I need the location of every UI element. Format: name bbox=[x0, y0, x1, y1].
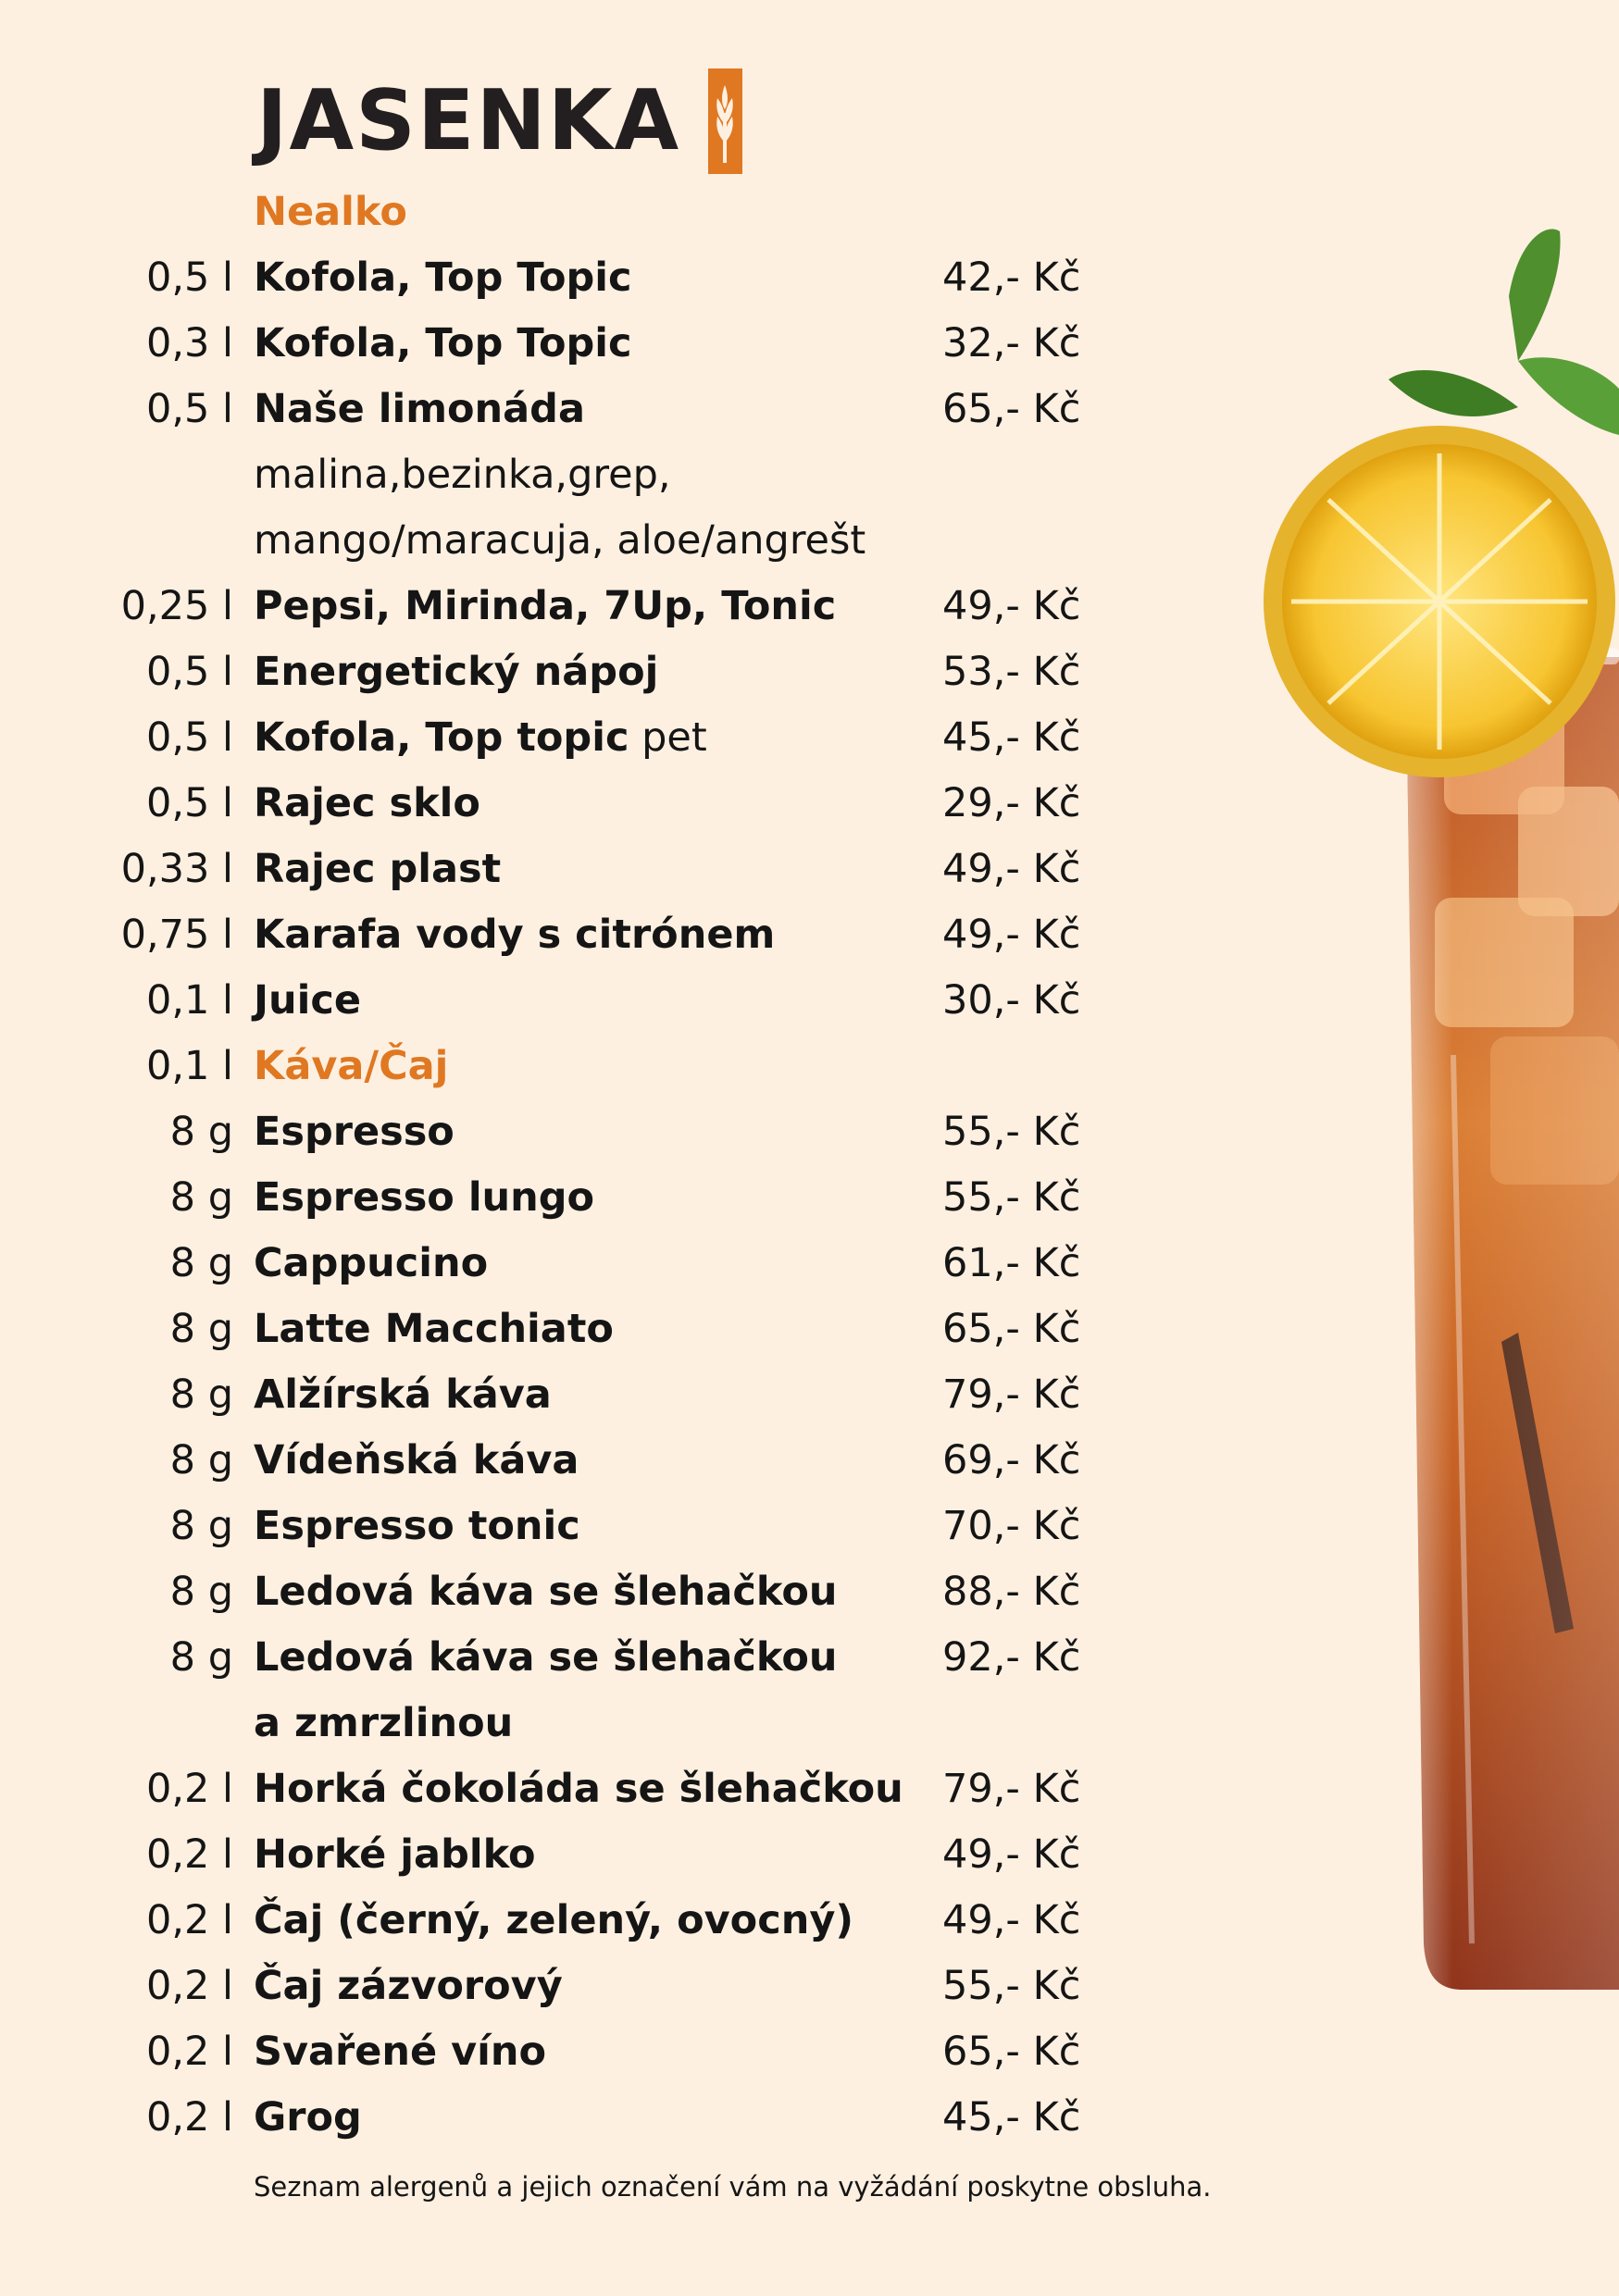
item-price: 70,- Kč bbox=[942, 1503, 1081, 1549]
item-price: 55,- Kč bbox=[942, 1174, 1081, 1221]
item-quantity: 0,5 l bbox=[146, 714, 233, 761]
item-name bbox=[254, 902, 775, 968]
item-name bbox=[254, 1559, 837, 1625]
item-quantity: 8 g bbox=[169, 1240, 233, 1286]
item-quantity: 0,2 l bbox=[146, 2029, 233, 2075]
item-price: 61,- Kč bbox=[942, 1240, 1081, 1286]
item-price: 49,- Kč bbox=[942, 1831, 1081, 1878]
item-name bbox=[254, 574, 836, 639]
item-quantity: 0,5 l bbox=[146, 649, 233, 695]
menu-section-row bbox=[0, 180, 1240, 245]
menu-item-row bbox=[0, 2085, 1240, 2151]
item-quantity: 0,5 l bbox=[146, 254, 233, 301]
item-name bbox=[254, 1099, 455, 1165]
item-quantity: 0,3 l bbox=[146, 320, 233, 366]
item-price: 53,- Kč bbox=[942, 649, 1081, 695]
item-quantity: 8 g bbox=[169, 1503, 233, 1549]
item-name-text: Rajec sklo bbox=[254, 780, 480, 826]
item-name bbox=[254, 639, 658, 705]
menu-item-row bbox=[0, 771, 1240, 837]
item-name-text: Rajec plast bbox=[254, 846, 502, 892]
item-price: 32,- Kč bbox=[942, 320, 1081, 366]
item-name-text: Latte Macchiato bbox=[254, 1306, 614, 1352]
item-name bbox=[254, 1231, 488, 1297]
menu-item-row bbox=[0, 311, 1240, 377]
menu-item-row bbox=[0, 1297, 1240, 1362]
item-quantity: 0,2 l bbox=[146, 1963, 233, 2009]
item-name-text: Ledová káva se šlehačkou bbox=[254, 1634, 838, 1681]
section-heading: Nealko bbox=[254, 189, 407, 235]
item-quantity: 8 g bbox=[169, 1569, 233, 1615]
item-name bbox=[254, 1822, 536, 1888]
menu-item-row bbox=[0, 639, 1240, 705]
menu-item-row bbox=[0, 705, 1240, 771]
item-name bbox=[254, 1362, 552, 1428]
item-name bbox=[254, 311, 632, 377]
item-name bbox=[254, 245, 632, 311]
item-name-text: Juice bbox=[254, 977, 362, 1024]
item-name-text: Ledová káva se šlehačkou bbox=[254, 1569, 838, 1615]
item-quantity: 8 g bbox=[169, 1174, 233, 1221]
item-price: 29,- Kč bbox=[942, 780, 1081, 826]
item-quantity: 0,75 l bbox=[120, 912, 233, 958]
item-name bbox=[254, 377, 585, 442]
item-name bbox=[254, 1165, 594, 1231]
item-name bbox=[254, 968, 361, 1034]
item-price: 49,- Kč bbox=[942, 583, 1081, 629]
menu-note-row bbox=[0, 1691, 1240, 1756]
wheat-logo-icon bbox=[708, 68, 742, 174]
item-price: 30,- Kč bbox=[942, 977, 1081, 1024]
item-name bbox=[254, 837, 501, 902]
item-name bbox=[254, 1888, 853, 1954]
item-quantity: 8 g bbox=[169, 1109, 233, 1155]
item-price: 79,- Kč bbox=[942, 1766, 1081, 1812]
item-name-text: Kofola, Top Topic bbox=[254, 320, 632, 366]
item-quantity: 0,25 l bbox=[120, 583, 233, 629]
item-quantity: 0,2 l bbox=[146, 1766, 233, 1812]
item-quantity: 8 g bbox=[169, 1437, 233, 1483]
item-name bbox=[254, 1494, 580, 1559]
item-name-text: Naše limonáda bbox=[254, 386, 585, 432]
menu-item-row bbox=[0, 968, 1240, 1034]
item-quantity: 0,5 l bbox=[146, 386, 233, 432]
item-price: 49,- Kč bbox=[942, 1897, 1081, 1943]
item-quantity: 0,2 l bbox=[146, 1897, 233, 1943]
item-price: 55,- Kč bbox=[942, 1963, 1081, 2009]
item-name-text: Espresso lungo bbox=[254, 1174, 595, 1221]
menu-item-row bbox=[0, 837, 1240, 902]
item-name bbox=[254, 771, 480, 837]
menu-item-row bbox=[0, 1362, 1240, 1428]
item-name bbox=[254, 2019, 546, 2085]
brand-header bbox=[256, 67, 742, 176]
item-name bbox=[254, 2085, 362, 2151]
item-quantity: 0,1 l bbox=[146, 977, 233, 1024]
item-name-text: Cappucino bbox=[254, 1240, 489, 1286]
item-name-text: Svařené víno bbox=[254, 2029, 547, 2075]
item-price: 88,- Kč bbox=[942, 1569, 1081, 1615]
item-price: 49,- Kč bbox=[942, 846, 1081, 892]
item-name-text: Pepsi, Mirinda, 7Up, Tonic bbox=[254, 583, 837, 629]
menu-item-row bbox=[0, 1625, 1240, 1691]
item-name-extra: pet bbox=[629, 714, 707, 761]
menu-section-row bbox=[0, 1034, 1240, 1099]
section-heading: Káva/Čaj bbox=[254, 1043, 449, 1089]
item-name bbox=[254, 1756, 903, 1822]
menu-item-row bbox=[0, 1231, 1240, 1297]
item-name-text: Grog bbox=[254, 2094, 362, 2141]
item-description: malina,bezinka,grep, bbox=[254, 452, 671, 498]
item-name bbox=[254, 705, 707, 771]
menu-item-row bbox=[0, 1954, 1240, 2019]
item-price: 79,- Kč bbox=[942, 1371, 1081, 1418]
item-name-text: Horké jablko bbox=[254, 1831, 536, 1878]
menu-item-row bbox=[0, 902, 1240, 968]
menu-item-row bbox=[0, 1559, 1240, 1625]
menu-item-row bbox=[0, 1494, 1240, 1559]
item-price: 65,- Kč bbox=[942, 386, 1081, 432]
item-description: a zmrzlinou bbox=[254, 1700, 514, 1746]
item-name-text: Horká čokoláda se šlehačkou bbox=[254, 1766, 903, 1812]
item-price: 65,- Kč bbox=[942, 1306, 1081, 1352]
menu-list bbox=[0, 180, 1240, 2151]
item-name-text: Karafa vody s citrónem bbox=[254, 912, 776, 958]
item-name-text: Kofola, Top Topic bbox=[254, 254, 632, 301]
item-name bbox=[254, 1954, 563, 2019]
item-quantity: 0,5 l bbox=[146, 780, 233, 826]
menu-item-row bbox=[0, 1888, 1240, 1954]
item-price: 65,- Kč bbox=[942, 2029, 1081, 2075]
item-quantity: 0,2 l bbox=[146, 2094, 233, 2141]
item-quantity: 8 g bbox=[169, 1634, 233, 1681]
item-quantity: 8 g bbox=[169, 1371, 233, 1418]
item-name-text: Espresso tonic bbox=[254, 1503, 580, 1549]
item-name-text: Energetický nápoj bbox=[254, 649, 659, 695]
allergen-note: Seznam alergenů a jejich označení vám na vyžádání poskytne obsluha. bbox=[254, 2171, 1212, 2203]
item-name-text: Čaj zázvorový bbox=[254, 1963, 563, 2009]
item-name-text: Kofola, Top topic bbox=[254, 714, 629, 761]
item-price: 42,- Kč bbox=[942, 254, 1081, 301]
menu-item-row bbox=[0, 1165, 1240, 1231]
item-price: 49,- Kč bbox=[942, 912, 1081, 958]
item-name-text: Čaj (černý, zelený, ovocný) bbox=[254, 1897, 854, 1943]
menu-item-row bbox=[0, 574, 1240, 639]
item-quantity: 0,1 l bbox=[146, 1043, 233, 1089]
item-name bbox=[254, 1428, 579, 1494]
item-name-text: Espresso bbox=[254, 1109, 455, 1155]
menu-item-row bbox=[0, 245, 1240, 311]
item-name bbox=[254, 1625, 837, 1691]
item-name-text: Vídeňská káva bbox=[254, 1437, 579, 1483]
menu-note-row bbox=[0, 508, 1240, 574]
menu-item-row bbox=[0, 377, 1240, 442]
item-price: 45,- Kč bbox=[942, 2094, 1081, 2141]
item-price: 92,- Kč bbox=[942, 1634, 1081, 1681]
item-price: 45,- Kč bbox=[942, 714, 1081, 761]
menu-item-row bbox=[0, 1756, 1240, 1822]
item-name bbox=[254, 1297, 614, 1362]
item-price: 55,- Kč bbox=[942, 1109, 1081, 1155]
menu-item-row bbox=[0, 2019, 1240, 2085]
menu-note-row bbox=[0, 442, 1240, 508]
item-quantity: 8 g bbox=[169, 1306, 233, 1352]
menu-item-row bbox=[0, 1822, 1240, 1888]
menu-item-row bbox=[0, 1428, 1240, 1494]
brand-name: JASENKA bbox=[256, 72, 681, 169]
item-quantity: 0,33 l bbox=[120, 846, 233, 892]
iced-tea-glass-illustration bbox=[1240, 222, 1619, 2008]
item-quantity: 0,2 l bbox=[146, 1831, 233, 1878]
item-price: 69,- Kč bbox=[942, 1437, 1081, 1483]
item-description: mango/maracuja, aloe/angrešt bbox=[254, 517, 866, 564]
menu-item-row bbox=[0, 1099, 1240, 1165]
item-name-text: Alžírská káva bbox=[254, 1371, 552, 1418]
